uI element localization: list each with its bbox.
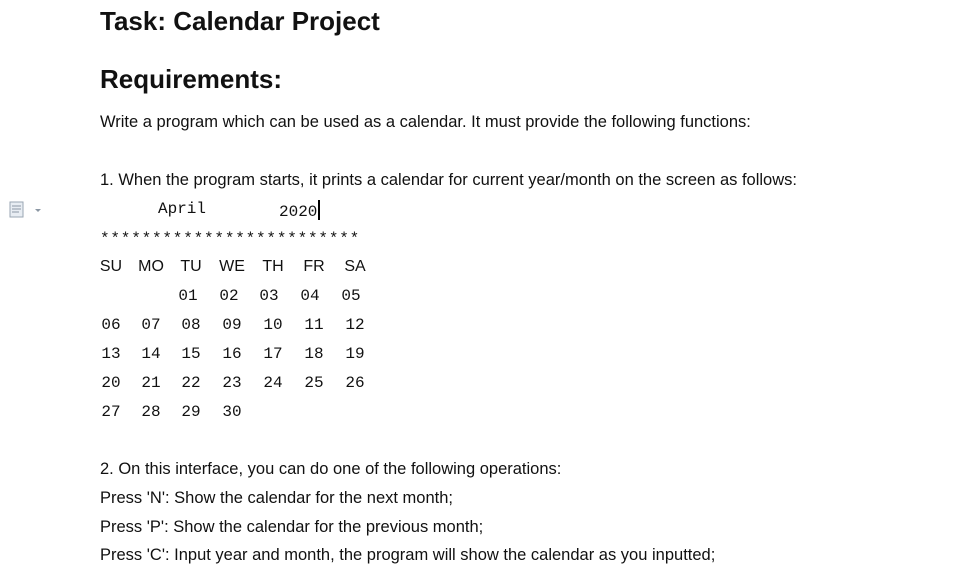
day-cell: 15 [181,345,201,363]
weekday-label: FR [303,258,325,275]
calendar-separator: ************************* [100,230,361,248]
day-cell: 01 [178,287,198,305]
day-cell: 08 [181,316,201,334]
day-cell: 22 [181,374,201,392]
press-p-line: Press 'P': Show the calendar for the previous month; [100,518,484,536]
item-2-paragraph: 2. On this interface, you can do one of the following operations: [100,460,562,478]
calendar-year: 2020 [279,203,318,221]
weekday-label: TU [180,258,202,275]
day-cell: 05 [341,287,361,305]
paragraph-options-icon-graphic [9,200,41,220]
weekday-label: SA [344,258,366,275]
day-cell: 21 [141,374,161,392]
item-1-paragraph: 1. When the program starts, it prints a calendar for current year/month on the screen as follows: [100,171,797,189]
day-cell: 23 [222,374,242,392]
day-cell: 11 [304,316,324,334]
day-cell: 28 [141,403,161,421]
weekday-label: TH [262,258,284,275]
day-cell: 24 [263,374,283,392]
intro-paragraph: Write a program which can be used as a calendar. It must provide the following functions: [100,113,751,131]
day-cell: 29 [181,403,201,421]
day-cell: 02 [219,287,239,305]
day-cell: 14 [141,345,161,363]
day-cell: 09 [222,316,242,334]
day-cell: 04 [300,287,320,305]
press-n-line: Press 'N': Show the calendar for the next month; [100,489,453,507]
press-c-line: Press 'C': Input year and month, the program will show the calendar as you inputted; [100,546,716,564]
day-cell: 19 [345,345,365,363]
requirements-heading: Requirements: [100,64,283,94]
day-cell: 03 [259,287,279,305]
day-cell: 12 [345,316,365,334]
weekday-label: WE [219,258,245,275]
text-cursor [318,200,320,220]
day-cell: 30 [222,403,242,421]
day-cell: 18 [304,345,324,363]
weekday-label: SU [99,258,123,275]
calendar-year-wrap [279,200,320,221]
page-title: Task: Calendar Project [100,6,380,36]
day-cell: 06 [101,316,121,334]
day-cell: 20 [101,374,121,392]
day-cell: 25 [304,374,324,392]
day-cell: 07 [141,316,161,334]
day-cell: 16 [222,345,242,363]
day-cell: 26 [345,374,365,392]
paragraph-options-icon[interactable] [9,200,41,220]
day-cell: 13 [101,345,121,363]
calendar-month: April [158,200,207,218]
day-cell: 27 [101,403,121,421]
day-cell: 10 [263,316,283,334]
weekday-label: MO [138,258,164,275]
day-cell: 17 [263,345,283,363]
